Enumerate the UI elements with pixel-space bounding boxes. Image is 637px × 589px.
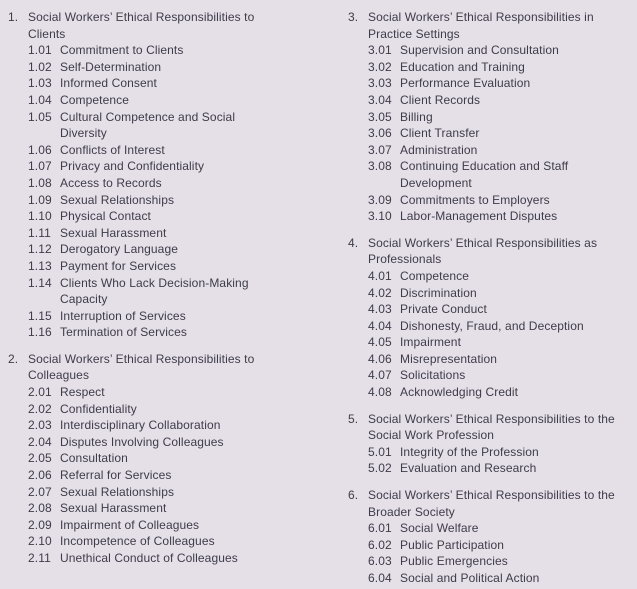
section-title: Social Workers’ Ethical Responsibilities in Practice Settings bbox=[368, 10, 594, 41]
toc-item bbox=[28, 550, 348, 567]
item-number: 4.07 bbox=[368, 368, 392, 383]
item-number: 2.01 bbox=[28, 385, 52, 400]
toc-item bbox=[368, 158, 637, 191]
toc-column-left bbox=[8, 9, 348, 589]
item-label: Commitments to Employers bbox=[400, 192, 550, 207]
item-label: Clients Who Lack Decision-Making Capacity bbox=[60, 275, 249, 307]
toc-item bbox=[28, 275, 348, 308]
item-label: Sexual Relationships bbox=[60, 484, 175, 499]
section-number: 2. bbox=[8, 351, 19, 366]
toc-item bbox=[28, 401, 348, 418]
toc-item bbox=[28, 75, 348, 92]
item-label: Physical Contact bbox=[60, 209, 151, 224]
toc-item bbox=[368, 268, 637, 285]
item-number: 2.03 bbox=[28, 418, 52, 433]
toc-section bbox=[348, 9, 637, 225]
item-number: 2.11 bbox=[28, 551, 51, 565]
item-number: 3.10 bbox=[368, 209, 392, 224]
item-number: 2.05 bbox=[28, 451, 52, 466]
item-number: 4.03 bbox=[368, 302, 392, 317]
item-number: 1.03 bbox=[28, 76, 52, 91]
item-label: Payment for Services bbox=[60, 258, 177, 273]
item-number: 5.01 bbox=[368, 444, 392, 459]
toc-item bbox=[28, 241, 348, 258]
item-label: Labor-Management Disputes bbox=[400, 209, 558, 224]
item-label: Informed Consent bbox=[60, 76, 157, 91]
toc-item bbox=[28, 308, 348, 325]
toc-item bbox=[368, 367, 637, 384]
item-number: 4.05 bbox=[368, 335, 392, 350]
item-label: Competence bbox=[400, 268, 470, 283]
toc-section bbox=[348, 235, 637, 401]
item-label: Interdisciplinary Collaboration bbox=[60, 418, 221, 433]
toc-item bbox=[28, 324, 348, 341]
item-number: 3.01 bbox=[368, 43, 392, 58]
section-heading bbox=[348, 411, 637, 444]
item-label: Social Welfare bbox=[400, 521, 479, 536]
toc-item bbox=[368, 460, 637, 477]
item-label: Education and Training bbox=[400, 59, 525, 74]
toc-item bbox=[28, 258, 348, 275]
toc-item bbox=[368, 444, 637, 461]
toc-column-right bbox=[348, 9, 637, 589]
item-label: Referral for Services bbox=[60, 468, 172, 483]
toc-item bbox=[28, 175, 348, 192]
toc-item bbox=[28, 417, 348, 434]
item-number: 1.04 bbox=[28, 92, 52, 107]
item-number: 2.08 bbox=[28, 501, 52, 516]
section-items bbox=[28, 42, 348, 341]
item-label: Impairment of Colleagues bbox=[60, 517, 200, 532]
item-number: 1.10 bbox=[28, 209, 52, 224]
toc-item bbox=[28, 192, 348, 209]
item-number: 3.09 bbox=[368, 192, 392, 207]
item-number: 1.09 bbox=[28, 192, 52, 207]
toc-item bbox=[28, 533, 348, 550]
toc-item bbox=[28, 500, 348, 517]
toc-section bbox=[348, 411, 637, 477]
item-number: 1.08 bbox=[28, 175, 52, 190]
toc-section bbox=[8, 9, 348, 341]
toc-item bbox=[28, 59, 348, 76]
toc-item bbox=[368, 192, 637, 209]
section-items bbox=[368, 42, 637, 225]
item-number: 2.10 bbox=[28, 534, 52, 549]
item-number: 1.05 bbox=[28, 109, 52, 124]
toc-item bbox=[368, 42, 637, 59]
section-title: Social Workers’ Ethical Responsibilities to Clients bbox=[28, 10, 255, 41]
toc-item bbox=[368, 75, 637, 92]
toc-item bbox=[368, 334, 637, 351]
toc-item bbox=[368, 125, 637, 142]
item-label: Social and Political Action bbox=[400, 571, 540, 585]
section-number: 4. bbox=[348, 235, 359, 250]
item-number: 3.03 bbox=[368, 76, 392, 91]
section-number: 5. bbox=[348, 411, 359, 426]
item-number: 6.02 bbox=[368, 537, 392, 552]
item-number: 2.06 bbox=[28, 468, 52, 483]
item-label: Private Conduct bbox=[400, 302, 487, 317]
item-number: 5.02 bbox=[368, 461, 392, 476]
section-heading bbox=[348, 487, 637, 520]
item-number: 3.02 bbox=[368, 59, 392, 74]
item-number: 3.04 bbox=[368, 92, 392, 107]
section-title: Social Workers’ Ethical Responsibilities to the Social Work Profession bbox=[368, 411, 615, 443]
item-number: 2.09 bbox=[28, 517, 52, 532]
toc-item bbox=[368, 570, 637, 587]
item-number: 3.08 bbox=[368, 159, 392, 174]
toc-item bbox=[368, 351, 637, 368]
section-heading bbox=[348, 9, 637, 42]
item-number: 2.02 bbox=[28, 401, 52, 416]
item-number: 6.03 bbox=[368, 554, 392, 569]
section-number: 3. bbox=[348, 10, 359, 24]
item-label: Self-Determination bbox=[60, 59, 162, 74]
toc-item bbox=[28, 434, 348, 451]
item-label: Sexual Harassment bbox=[60, 225, 167, 240]
item-label: Client Records bbox=[400, 92, 481, 107]
toc-item bbox=[28, 92, 348, 109]
toc-item bbox=[368, 301, 637, 318]
toc-section bbox=[348, 487, 637, 587]
item-number: 2.07 bbox=[28, 484, 52, 499]
toc-item bbox=[28, 142, 348, 159]
toc-section bbox=[8, 351, 348, 567]
item-label: Competence bbox=[60, 92, 130, 107]
item-number: 6.01 bbox=[368, 521, 392, 536]
item-number: 1.07 bbox=[28, 159, 52, 174]
toc-item bbox=[28, 109, 348, 142]
item-label: Access to Records bbox=[60, 175, 162, 190]
item-label: Supervision and Consultation bbox=[400, 43, 559, 58]
section-heading bbox=[8, 9, 348, 42]
toc-item bbox=[368, 553, 637, 570]
section-number: 6. bbox=[348, 488, 359, 503]
toc-item bbox=[28, 225, 348, 242]
section-title: Social Workers’ Ethical Responsibilities to the Broader Society bbox=[368, 488, 615, 519]
item-label: Performance Evaluation bbox=[400, 76, 531, 91]
toc-item bbox=[28, 484, 348, 501]
item-label: Client Transfer bbox=[400, 126, 480, 141]
item-label: Discrimination bbox=[400, 285, 477, 300]
item-label: Sexual Harassment bbox=[60, 501, 167, 516]
toc-item bbox=[368, 59, 637, 76]
section-title: Social Workers’ Ethical Responsibilities to Colleagues bbox=[28, 351, 255, 383]
item-number: 2.04 bbox=[28, 434, 52, 449]
toc-item bbox=[368, 318, 637, 335]
item-label: Confidentiality bbox=[60, 401, 137, 416]
item-number: 1.16 bbox=[28, 325, 52, 340]
section-heading bbox=[348, 235, 637, 268]
item-label: Derogatory Language bbox=[60, 242, 178, 257]
toc-item bbox=[28, 467, 348, 484]
toc-item bbox=[28, 517, 348, 534]
item-number: 1.12 bbox=[28, 242, 52, 257]
section-items bbox=[368, 444, 637, 477]
toc-item bbox=[368, 537, 637, 554]
item-label: Sexual Relationships bbox=[60, 192, 175, 207]
section-items bbox=[368, 268, 637, 401]
item-label: Solicitations bbox=[400, 368, 466, 383]
toc-item bbox=[368, 142, 637, 159]
item-label: Privacy and Confidentiality bbox=[60, 159, 205, 174]
item-number: 4.02 bbox=[368, 285, 392, 300]
item-number: 1.13 bbox=[28, 258, 52, 273]
toc-item bbox=[368, 520, 637, 537]
toc-item bbox=[28, 42, 348, 59]
item-number: 4.04 bbox=[368, 318, 392, 333]
item-number: 1.15 bbox=[28, 308, 52, 323]
toc-item bbox=[368, 208, 637, 225]
item-number: 3.07 bbox=[368, 142, 392, 157]
item-number: 3.05 bbox=[368, 109, 392, 124]
item-label: Public Participation bbox=[400, 537, 505, 552]
toc-item bbox=[368, 109, 637, 126]
item-label: Conflicts of Interest bbox=[60, 142, 165, 157]
item-label: Dishonesty, Fraud, and Deception bbox=[400, 318, 584, 333]
item-label: Public Emergencies bbox=[400, 554, 508, 569]
toc-item bbox=[368, 384, 637, 401]
toc-item bbox=[368, 92, 637, 109]
item-label: Continuing Education and Staff Development bbox=[400, 159, 569, 190]
item-label: Commitment to Clients bbox=[60, 43, 184, 58]
item-number: 4.08 bbox=[368, 385, 392, 400]
item-label: Billing bbox=[400, 109, 433, 124]
item-label: Incompetence of Colleagues bbox=[60, 534, 215, 549]
item-label: Disputes Involving Colleagues bbox=[60, 434, 224, 449]
item-number: 4.01 bbox=[368, 268, 392, 283]
toc-item bbox=[28, 158, 348, 175]
toc-item bbox=[28, 384, 348, 401]
item-label: Consultation bbox=[60, 451, 128, 466]
item-label: Termination of Services bbox=[60, 325, 188, 340]
item-label: Unethical Conduct of Colleagues bbox=[60, 551, 238, 565]
item-label: Respect bbox=[60, 385, 105, 400]
item-label: Impairment bbox=[400, 335, 462, 350]
item-label: Cultural Competence and Social Diversity bbox=[60, 109, 236, 141]
section-heading bbox=[8, 351, 348, 384]
section-items bbox=[368, 520, 637, 586]
toc-item bbox=[28, 208, 348, 225]
section-number: 1. bbox=[8, 10, 19, 24]
section-items bbox=[28, 384, 348, 567]
item-number: 1.01 bbox=[28, 43, 52, 58]
item-label: Misrepresentation bbox=[400, 351, 498, 366]
item-label: Evaluation and Research bbox=[400, 461, 537, 476]
item-number: 1.02 bbox=[28, 59, 52, 74]
item-number: 3.06 bbox=[368, 126, 392, 141]
item-number: 6.04 bbox=[368, 571, 392, 585]
toc-item bbox=[368, 285, 637, 302]
item-label: Integrity of the Profession bbox=[400, 444, 539, 459]
item-number: 1.11 bbox=[28, 225, 51, 240]
item-number: 1.06 bbox=[28, 142, 52, 157]
toc-item bbox=[28, 450, 348, 467]
item-label: Administration bbox=[400, 142, 478, 157]
item-label: Interruption of Services bbox=[60, 308, 186, 323]
section-title: Social Workers’ Ethical Responsibilities as Professionals bbox=[368, 235, 598, 267]
item-number: 1.14 bbox=[28, 275, 52, 290]
item-label: Acknowledging Credit bbox=[400, 385, 519, 400]
item-number: 4.06 bbox=[368, 351, 392, 366]
